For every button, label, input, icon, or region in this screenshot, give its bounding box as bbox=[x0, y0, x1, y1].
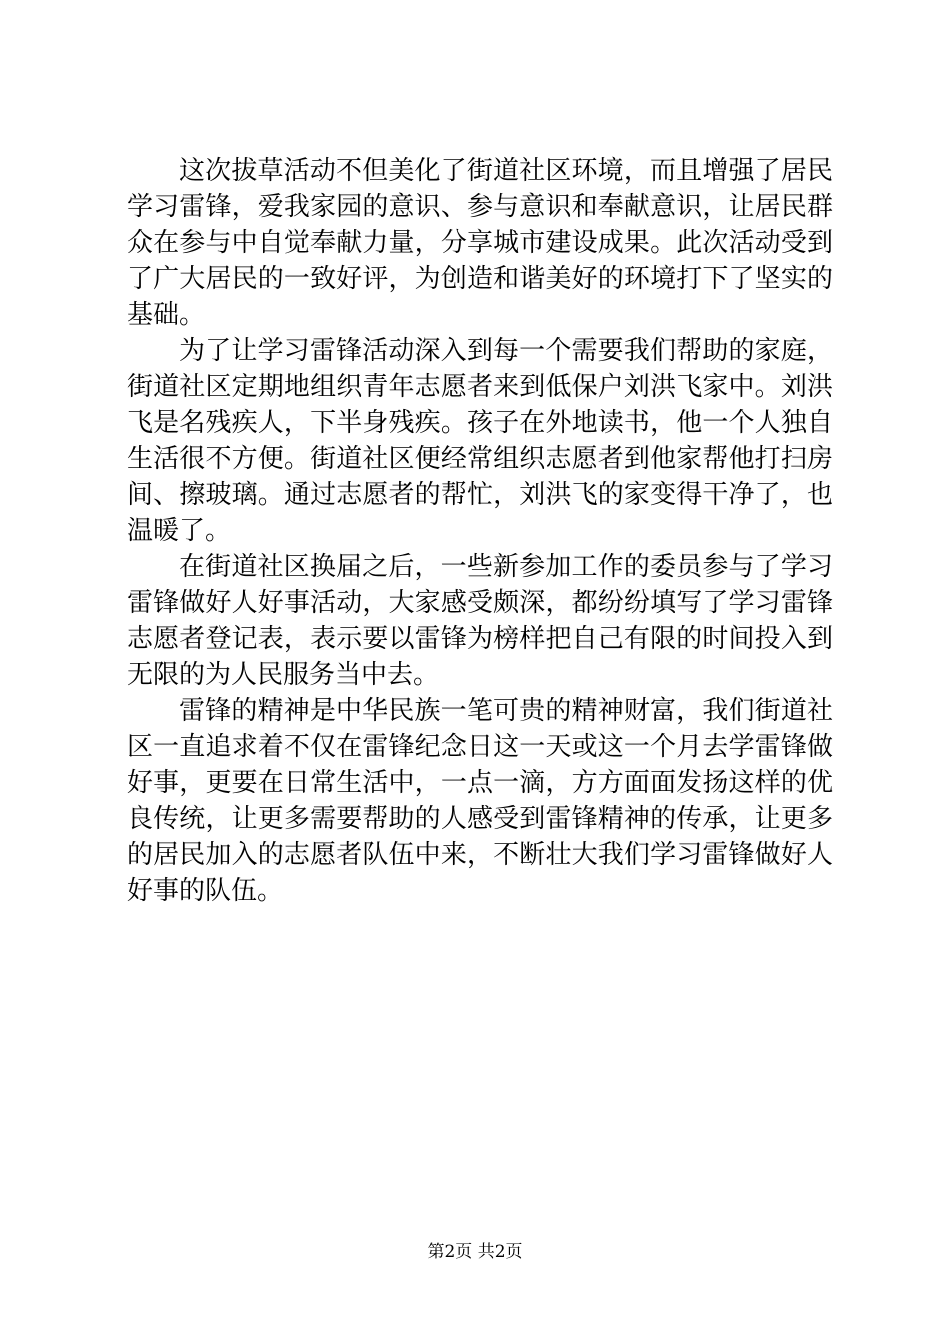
paragraph-3 bbox=[127, 549, 833, 693]
text-line: 志愿者登记表，表示要以雷锋为榜样把自己有限的时间投入到 bbox=[127, 624, 833, 654]
text-line: 间、擦玻璃。通过志愿者的帮忙，刘洪飞的家变得干净了，也 bbox=[127, 480, 833, 510]
text-line: 众在参与中自觉奉献力量，分享城市建设成果。此次活动受到 bbox=[127, 228, 833, 258]
text-line: 温暖了。 bbox=[127, 516, 232, 546]
paragraph-4 bbox=[127, 693, 833, 909]
text-line: 飞是名残疾人，下半身残疾。孩子在外地读书，他一个人独自 bbox=[127, 408, 833, 438]
text-line: 雷锋的精神是中华民族一笔可贵的精神财富，我们街道社 bbox=[179, 696, 833, 726]
text-line: 的居民加入的志愿者队伍中来，不断壮大我们学习雷锋做好人 bbox=[127, 840, 833, 870]
text-line: 生活很不方便。街道社区便经常组织志愿者到他家帮他打扫房 bbox=[127, 444, 833, 474]
text-line: 了广大居民的一致好评，为创造和谐美好的环境打下了坚实的 bbox=[127, 264, 833, 294]
text-line: 在街道社区换届之后，一些新参加工作的委员参与了学习 bbox=[179, 552, 833, 582]
text-line: 为了让学习雷锋活动深入到每一个需要我们帮助的家庭， bbox=[179, 336, 833, 366]
text-line: 区一直追求着不仅在雷锋纪念日这一天或这一个月去学雷锋做 bbox=[127, 732, 833, 762]
text-line: 这次拔草活动不但美化了街道社区环境，而且增强了居民 bbox=[179, 156, 833, 186]
document-body bbox=[127, 153, 833, 909]
paragraph-1 bbox=[127, 153, 833, 333]
text-line: 街道社区定期地组织青年志愿者来到低保户刘洪飞家中。刘洪 bbox=[127, 372, 833, 402]
page-footer: 第2页 共2页 bbox=[427, 1242, 523, 1262]
text-line: 好事，更要在日常生活中，一点一滴，方方面面发扬这样的优 bbox=[127, 768, 833, 798]
text-line: 好事的队伍。 bbox=[127, 876, 284, 906]
text-line: 雷锋做好人好事活动，大家感受颇深，都纷纷填写了学习雷锋 bbox=[127, 588, 833, 618]
text-line: 无限的为人民服务当中去。 bbox=[127, 660, 440, 690]
paragraph-2 bbox=[127, 333, 833, 549]
text-line: 学习雷锋，爱我家园的意识、参与意识和奉献意识，让居民群 bbox=[127, 192, 833, 222]
text-line: 基础。 bbox=[127, 300, 206, 330]
text-line: 良传统，让更多需要帮助的人感受到雷锋精神的传承，让更多 bbox=[127, 804, 833, 834]
